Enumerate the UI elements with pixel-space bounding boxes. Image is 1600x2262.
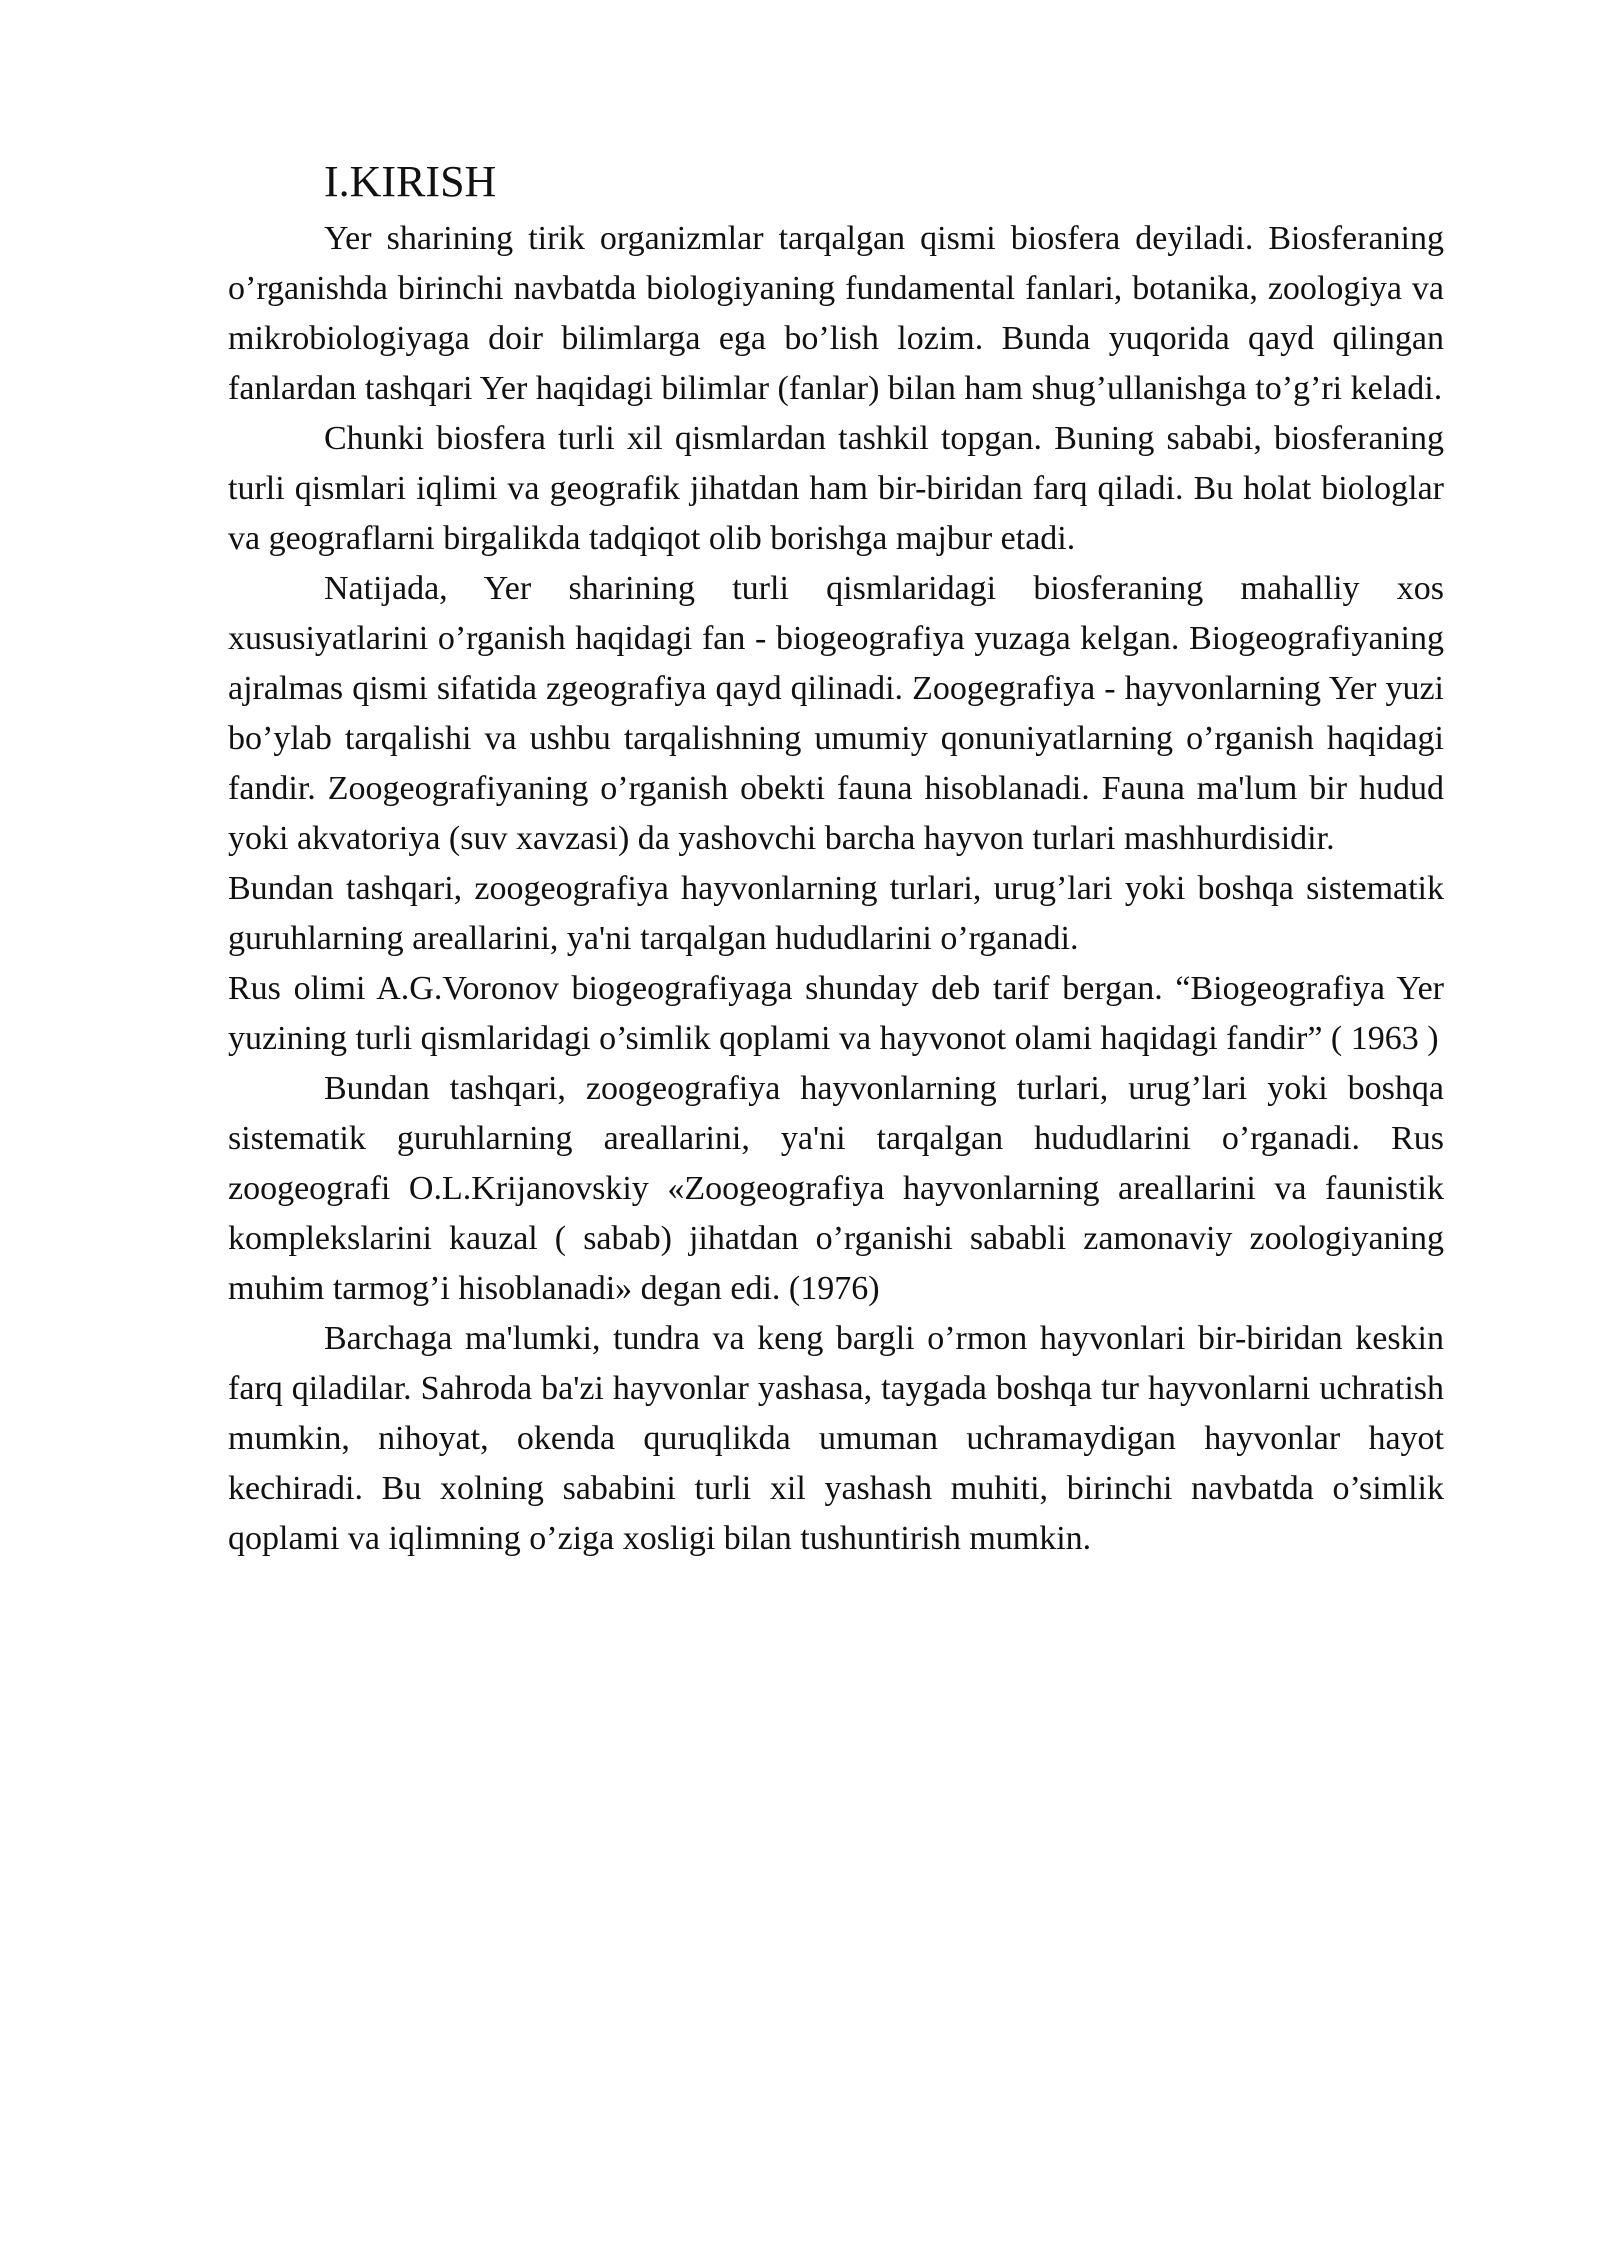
document-body xyxy=(228,150,1444,1564)
paragraph-2: Chunki biosfera turli xil qismlardan tashkil topgan. Buning sababi, biosferaning turli qismlari iqlimi va geografik jihatdan ham bir-biridan farq qiladi. Bu holat biologlar va geograflarni birgalikda tadqiqot olib borishga majbur etadi. xyxy=(228,420,1444,557)
paragraph-3: Natijada, Yer sharining turli qismlaridagi biosferaning mahalliy xos xususiyatlarini o’rganish haqidagi fan - biogeografiya yuzaga kelgan. Biogeografiyaning ajralmas qismi sifatida zgeografiya qayd qilinadi. Zoogegrafiya - hayvonlarning Yer yuzi bo’ylab tarqalishi va ushbu tarqalishning umumiy qonuniyatlarning o’rganish haqidagi fandir. Zoogeografiyaning o’rganish obekti fauna hisoblanadi. Fauna ma'lum bir hudud yoki akvatoriya (suv xavzasi) da yashovchi barcha hayvon turlari mashhurdisidir. xyxy=(228,570,1444,857)
paragraph-1: Yer sharining tirik organizmlar tarqalgan qismi biosfera deyiladi. Biosferaning o’rganishda birinchi navbatda biologiyaning fundamental fanlari, botanika, zoologiya va mikrobiologiyaga doir bilimlarga ega bo’lish lozim. Bunda yuqorida qayd qilingan fanlardan tashqari Yer haqidagi bilimlar (fanlar) bilan ham shug’ullanishga to’g’ri keladi. xyxy=(228,220,1444,407)
page-title: I.KIRISH xyxy=(324,157,497,206)
paragraph-5: Rus olimi A.G.Voronov biogeografiyaga shunday deb tarif bergan. “Biogeografiya Yer yuzining turli qismlaridagi o’simlik qoplami va hayvonot olami haqidagi fandir” ( 1963 ) xyxy=(228,970,1444,1057)
paragraph-4: Bundan tashqari, zoogeografiya hayvonlarning turlari, urug’lari yoki boshqa sistematik guruhlarning areallarini, ya'ni tarqalgan hududlarini o’rganadi. xyxy=(228,870,1444,957)
paragraph-6: Bundan tashqari, zoogeografiya hayvonlarning turlari, urug’lari yoki boshqa sistematik guruhlarning areallarini, ya'ni tarqalgan hududlarini o’rganadi. Rus zoogeografi O.L.Krijanovskiy «Zoogeografiya hayvonlarning areallarini va faunistik komplekslarini kauzal ( sabab) jihatdan o’rganishi sababli zamonaviy zoologiyaning muhim tarmog’i hisoblanadi» degan edi. (1976) xyxy=(228,1070,1444,1307)
paragraph-7: Barchaga ma'lumki, tundra va keng bargli o’rmon hayvonlari bir-biridan keskin farq qiladilar. Sahroda ba'zi hayvonlar yashasa, taygada boshqa tur hayvonlarni uchratish mumkin, nihoyat, okenda quruqlikda umuman uchramaydigan hayvonlar hayot kechiradi. Bu xolning sababini turli xil yashash muhiti, birinchi navbatda o’simlik qoplami va iqlimning o’ziga xosligi bilan tushuntirish mumkin. xyxy=(228,1320,1444,1557)
